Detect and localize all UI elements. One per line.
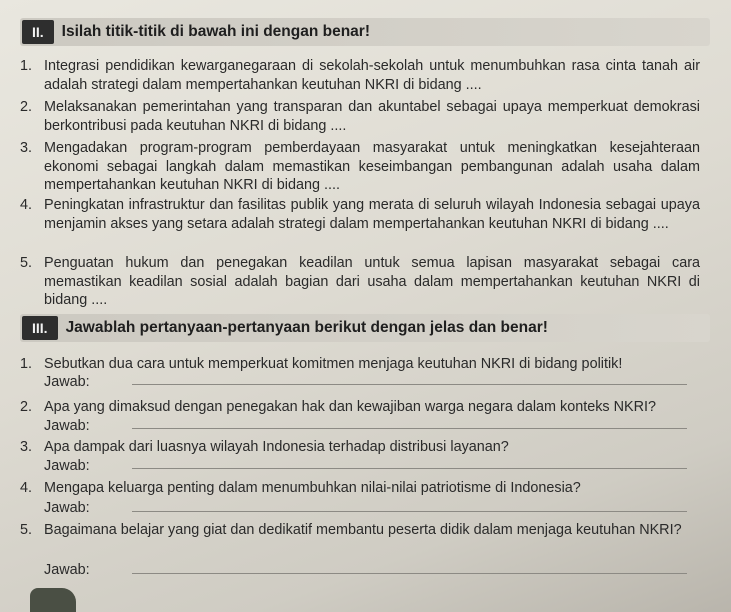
question-number: 3.	[20, 439, 33, 455]
question-number: 1.	[20, 356, 33, 372]
section-ii-title: Isilah titik-titik di bawah ini dengan benar!	[61, 23, 370, 40]
list-item	[20, 139, 700, 195]
question-item	[20, 355, 700, 374]
answer-label: Jawab:	[44, 374, 90, 390]
section-ii-number: II.	[22, 20, 54, 44]
item-number: 1.	[20, 58, 33, 74]
answer-label: Jawab:	[44, 418, 90, 434]
answer-line[interactable]	[132, 511, 687, 512]
section-ii-header	[20, 18, 710, 46]
answer-label: Jawab:	[44, 458, 90, 474]
answer-line[interactable]	[132, 384, 687, 385]
list-item	[20, 57, 700, 94]
item-text: Mengadakan program-program pemberdayaan masyarakat untuk meningkatkan kesejahteraan ekonomi sebagai langkah dalam memastikan keseimbangan pembangunan adalah usaha dalam mempertahankan keutuhan NKRI di bidang ....	[44, 140, 700, 193]
list-item	[20, 98, 700, 135]
item-text: Integrasi pendidikan kewarganegaraan di sekolah-sekolah untuk menumbuhkan rasa cinta tanah air adalah strategi dalam mempertahankan keutuhan NKRI di bidang ....	[44, 58, 700, 93]
question-text: Mengapa keluarga penting dalam menumbuhkan nilai-nilai patriotisme di Indonesia?	[44, 480, 581, 496]
question-text: Apa yang dimaksud dengan penegakan hak dan kewajiban warga negara dalam konteks NKRI?	[44, 399, 657, 415]
question-text: Apa dampak dari luasnya wilayah Indonesia terhadap distribusi layanan?	[44, 439, 509, 455]
question-text: Bagaimana belajar yang giat dan dedikatif membantu peserta didik dalam menjaga keutuhan NKRI?	[44, 522, 682, 538]
background-object	[30, 588, 76, 612]
question-item	[20, 521, 692, 540]
answer-line[interactable]	[132, 468, 687, 469]
answer-line[interactable]	[132, 573, 687, 574]
question-number: 4.	[20, 480, 33, 496]
question-text: Sebutkan dua cara untuk memperkuat komitmen menjaga keutuhan NKRI di bidang politik!	[44, 356, 623, 372]
item-text: Melaksanakan pemerintahan yang transparan dan akuntabel sebagai upaya memperkuat demokrasi berkontribusi pada keutuhan NKRI di bidang ....	[44, 99, 700, 134]
section-iii-header	[20, 314, 710, 342]
item-number: 3.	[20, 140, 33, 156]
item-text: Peningkatan infrastruktur dan fasilitas publik yang merata di seluruh wilayah Indonesia sebagai upaya menjamin akses yang setara adalah strategi dalam mempertahankan keutuhan NKRI di bidang ....	[44, 197, 700, 232]
answer-label: Jawab:	[44, 500, 90, 516]
question-number: 2.	[20, 399, 33, 415]
question-item	[20, 398, 700, 417]
item-number: 5.	[20, 255, 33, 271]
question-number: 5.	[20, 522, 33, 538]
list-item	[20, 254, 700, 310]
answer-label: Jawab:	[44, 562, 90, 578]
item-text: Penguatan hukum dan penegakan keadilan untuk semua lapisan masyarakat sebagai cara memastikan keadilan sosial adalah bagian dari usaha dalam mempertahankan keutuhan NKRI di bidang ....	[44, 255, 700, 308]
section-iii-number: III.	[22, 316, 58, 340]
list-item	[20, 196, 700, 233]
item-number: 4.	[20, 197, 33, 213]
section-iii-title: Jawablah pertanyaan-pertanyaan berikut dengan jelas dan benar!	[65, 319, 548, 336]
question-item	[20, 479, 700, 498]
item-number: 2.	[20, 99, 33, 115]
question-item	[20, 438, 700, 457]
answer-line[interactable]	[132, 428, 687, 429]
